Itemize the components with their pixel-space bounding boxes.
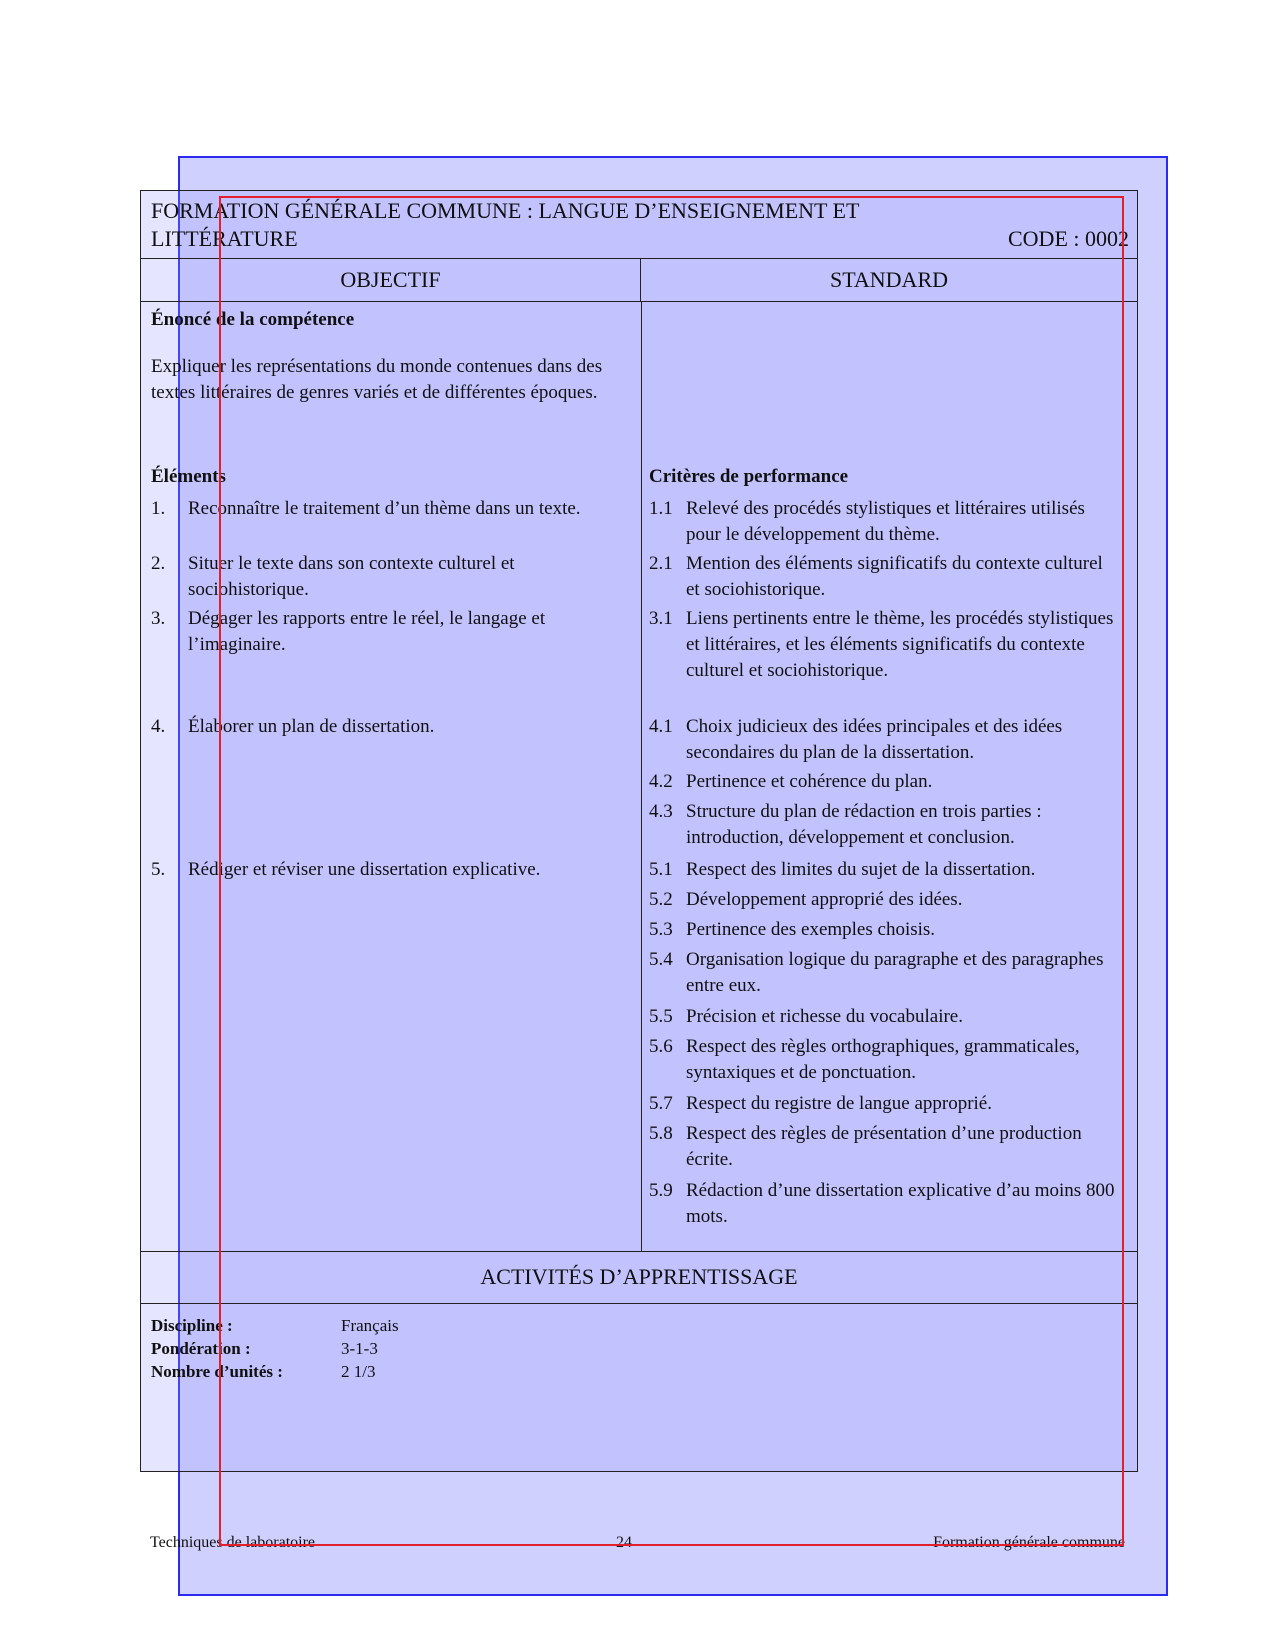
element-item: 4. Élaborer un plan de dissertation.: [151, 716, 435, 737]
criterion-item: 5.4 Organisation logique du paragraphe et des paragraphes entre eux.: [649, 949, 1104, 996]
discipline-row: Discipline : Français: [151, 1316, 399, 1335]
page-footer: [150, 1534, 1125, 1552]
criterion-item: 5.9 Rédaction d’une dissertation explicative d’au moins 800 mots.: [649, 1180, 1115, 1227]
title-line-1: FORMATION GÉNÉRALE COMMUNE : LANGUE D’ENSEIGNEMENT ET: [151, 198, 860, 223]
title-block: [141, 191, 1137, 259]
criterion-item: 5.3 Pertinence des exemples choisis.: [649, 919, 936, 940]
criterion-item: 4.2 Pertinence et cohérence du plan.: [649, 771, 933, 792]
criterion-item: 1.1 Relevé des procédés stylistiques et littéraires utilisés pour le développement du thème.: [649, 498, 1085, 545]
column-headers: [141, 259, 1137, 302]
course-code: CODE : 0002: [1008, 226, 1129, 251]
criterion-item: 5.5 Précision et richesse du vocabulaire.: [649, 1006, 963, 1027]
element-item: 2. Situer le texte dans son contexte culturel et sociohistorique.: [151, 553, 515, 600]
footer-left: Techniques de laboratoire: [150, 1534, 316, 1551]
page-number: 24: [616, 1534, 633, 1551]
criterion-item: 5.1 Respect des limites du sujet de la dissertation.: [649, 859, 1036, 880]
activities-heading: ACTIVITÉS D’APPRENTISSAGE: [141, 1251, 1137, 1304]
column-divider: [641, 301, 642, 1251]
objectif-header: OBJECTIF: [141, 259, 641, 301]
enonce-heading: Énoncé de la compétence: [151, 309, 355, 330]
ponderation-row: Pondération : 3-1-3: [151, 1339, 378, 1358]
competency-table: [140, 190, 1138, 1472]
criteria-heading: Critères de performance: [649, 466, 849, 487]
criterion-item: 5.8 Respect des règles de présentation d’une production écrite.: [649, 1123, 1082, 1170]
table-body: [141, 301, 1137, 1252]
element-item: 3. Dégager les rapports entre le réel, le langage et l’imaginaire.: [151, 608, 546, 655]
criterion-item: 4.3 Structure du plan de rédaction en trois parties : introduction, développement et conclusion.: [649, 801, 1042, 848]
criterion-item: 5.7 Respect du registre de langue approprié.: [649, 1093, 992, 1114]
standard-header: STANDARD: [829, 267, 949, 292]
criterion-item: 4.1 Choix judicieux des idées principales et des idées secondaires du plan de la dissertation.: [649, 716, 1063, 763]
footer-right: Formation générale commune: [933, 1534, 1125, 1551]
element-item: 5. Rédiger et réviser une dissertation explicative.: [151, 859, 541, 880]
criterion-item: 5.2 Développement approprié des idées.: [649, 889, 963, 910]
enonce-text: Expliquer les représentations du monde contenues dans des textes littéraires de genres variés et de différentes époques.: [151, 356, 603, 403]
title-line-2: LITTÉRATURE: [151, 226, 298, 251]
elements-heading: Éléments: [151, 466, 226, 487]
criterion-item: 2.1 Mention des éléments significatifs du contexte culturel et sociohistorique.: [649, 553, 1103, 600]
unites-row: Nombre d’unités : 2 1/3: [151, 1362, 376, 1381]
criterion-item: 5.6 Respect des règles orthographiques, grammaticales, syntaxiques et de ponctuation.: [649, 1036, 1080, 1083]
element-item: 1. Reconnaître le traitement d’un thème dans un texte.: [151, 498, 581, 519]
criterion-item: 3.1 Liens pertinents entre le thème, les procédés stylistiques et littéraires, et les éléments significatifs du contexte culturel et sociohistorique.: [649, 608, 1114, 681]
